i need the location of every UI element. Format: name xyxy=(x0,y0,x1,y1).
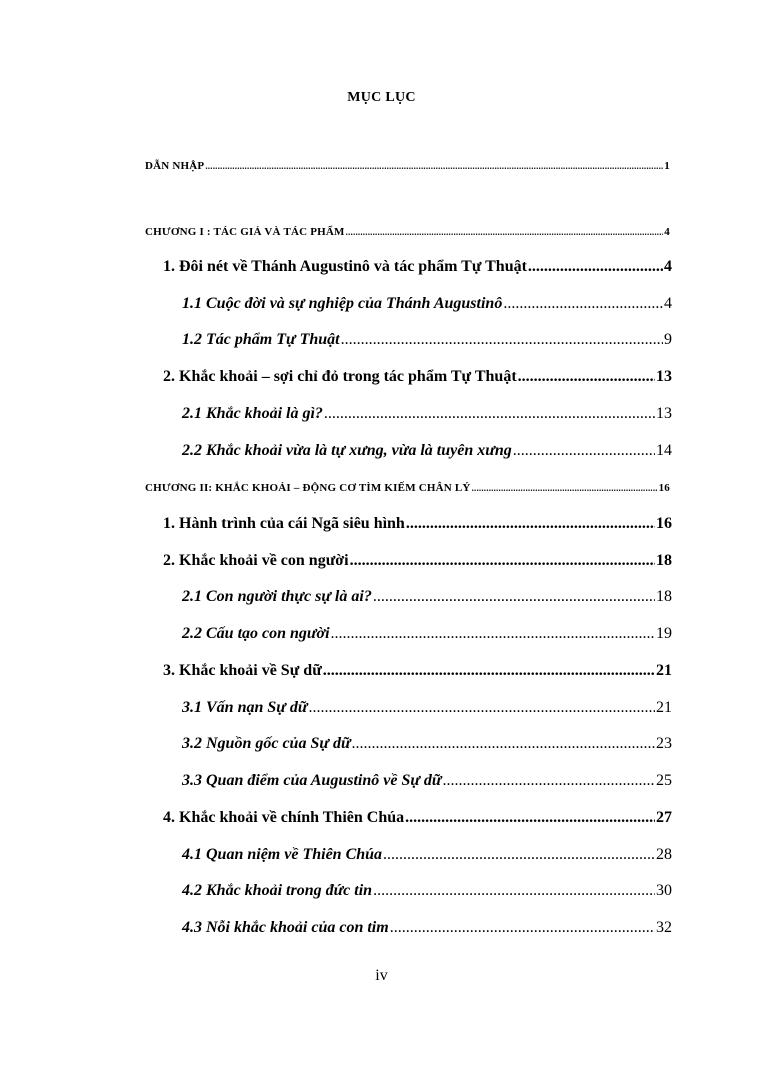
toc-entry xyxy=(145,160,670,172)
toc-entry-label: 3. Khắc khoải về Sự dữ xyxy=(163,662,322,679)
toc-entry-page: 4 xyxy=(664,295,672,312)
toc-entry-page: 16 xyxy=(658,482,670,494)
toc-dot-leader xyxy=(341,331,663,349)
toc-entry-page: 4 xyxy=(664,258,672,275)
toc-dot-leader xyxy=(406,515,655,533)
toc-entry-label: 4. Khắc khoải về chính Thiên Chúa xyxy=(163,809,405,826)
toc-dot-leader xyxy=(308,699,655,717)
toc-entry-page: 25 xyxy=(656,772,672,789)
toc-entry-label: 4.2 Khắc khoải trong đức tin xyxy=(182,882,373,899)
toc-entry xyxy=(182,405,672,423)
toc-entry xyxy=(182,772,672,790)
toc-entry xyxy=(145,226,670,238)
toc-entry xyxy=(163,552,672,570)
toc-entry-label: CHƯƠNG I : TÁC GIẢ VÀ TÁC PHẨM xyxy=(145,226,345,238)
page-number-footer: iv xyxy=(375,967,388,984)
toc-entry-page: 18 xyxy=(656,552,672,569)
toc-entry-label: 2.1 Khắc khoải là gì? xyxy=(182,405,323,422)
toc-dot-leader xyxy=(205,161,663,171)
toc-entry xyxy=(163,809,672,827)
toc-dot-leader xyxy=(352,735,655,753)
toc-entry-label: 4.3 Nỗi khắc khoải của con tim xyxy=(182,919,389,936)
toc-entry xyxy=(163,368,672,386)
toc-dot-leader xyxy=(331,625,655,643)
toc-dot-leader xyxy=(350,552,655,570)
toc-entry-page: 18 xyxy=(656,588,672,605)
toc-entry-page: 30 xyxy=(656,882,672,899)
toc-entry-label: 3.1 Vấn nạn Sự dữ xyxy=(182,699,308,716)
toc-dot-leader xyxy=(513,442,655,460)
toc-entry xyxy=(163,662,672,680)
toc-entry-label: 2.2 Khắc khoải vừa là tự xưng, vừa là tuyên xưng xyxy=(182,442,512,459)
toc-entry-page: 14 xyxy=(656,442,672,459)
toc-entry xyxy=(182,331,672,349)
page-title: MỤC LỤC xyxy=(347,90,416,105)
toc-dot-leader xyxy=(472,483,658,493)
toc-entry-page: 23 xyxy=(656,735,672,752)
toc-entry xyxy=(182,882,672,900)
toc-entry-page: 4 xyxy=(664,226,670,238)
toc-entry-page: 19 xyxy=(656,625,672,642)
toc-entry xyxy=(163,258,672,276)
toc-entry-label: 4.1 Quan niệm về Thiên Chúa xyxy=(182,846,383,863)
toc-entry xyxy=(182,588,672,606)
toc-entry xyxy=(182,625,672,643)
toc-dot-leader xyxy=(346,227,664,237)
toc-entry xyxy=(182,699,672,717)
toc-entry-label: 3.2 Nguồn gốc của Sự dữ xyxy=(182,735,351,752)
toc-entry-label: 2. Khắc khoải – sợi chỉ đỏ trong tác phẩm Tự Thuật xyxy=(163,368,517,385)
toc-dot-leader xyxy=(518,368,655,386)
toc-entry-label: CHƯƠNG II: KHẮC KHOẢI – ĐỘNG CƠ TÌM KIẾM CHÂN LÝ xyxy=(145,482,471,494)
toc-entry xyxy=(182,919,672,937)
toc-dot-leader xyxy=(383,846,655,864)
toc-entry-page: 21 xyxy=(656,662,672,679)
toc-entry-page: 16 xyxy=(656,515,672,532)
toc-dot-leader xyxy=(443,772,655,790)
toc-entry-page: 13 xyxy=(656,405,672,422)
toc-entry-page: 32 xyxy=(656,919,672,936)
toc-dot-leader xyxy=(503,295,663,313)
toc-entry xyxy=(163,515,672,533)
toc-entry-label: 2.1 Con người thực sự là ai? xyxy=(182,588,372,605)
toc-dot-leader xyxy=(390,919,655,937)
toc-dot-leader xyxy=(405,809,655,827)
toc-dot-leader xyxy=(373,588,655,606)
toc-entry-label: DẪN NHẬP xyxy=(145,160,205,172)
toc-entry xyxy=(182,295,672,313)
toc-dot-leader xyxy=(373,882,655,900)
toc-entry-label: 2.2 Cấu tạo con người xyxy=(182,625,330,642)
toc-entry xyxy=(182,846,672,864)
toc-entry-label: 3.3 Quan điểm của Augustinô về Sự dữ xyxy=(182,772,442,789)
toc-dot-leader xyxy=(323,662,655,680)
toc-entry-page: 9 xyxy=(664,331,672,348)
toc-entry xyxy=(145,482,670,494)
toc-entry xyxy=(182,735,672,753)
toc-dot-leader xyxy=(324,405,655,423)
toc-entry-label: 1.1 Cuộc đời và sự nghiệp của Thánh Augustinô xyxy=(182,295,503,312)
toc-entry-page: 1 xyxy=(664,160,670,172)
toc-entry-page: 21 xyxy=(656,699,672,716)
toc-entry-page: 28 xyxy=(656,846,672,863)
toc-dot-leader xyxy=(528,258,663,276)
toc-entry-label: 2. Khắc khoải về con người xyxy=(163,552,349,569)
toc-entry-page: 13 xyxy=(656,368,672,385)
toc-entry-label: 1.2 Tác phẩm Tự Thuật xyxy=(182,331,340,348)
toc-entry-label: 1. Đôi nét về Thánh Augustinô và tác phẩm Tự Thuật xyxy=(163,258,527,275)
toc-entry-label: 1. Hành trình của cái Ngã siêu hình xyxy=(163,515,405,532)
toc-entry-page: 27 xyxy=(656,809,672,826)
toc-entry xyxy=(182,442,672,460)
